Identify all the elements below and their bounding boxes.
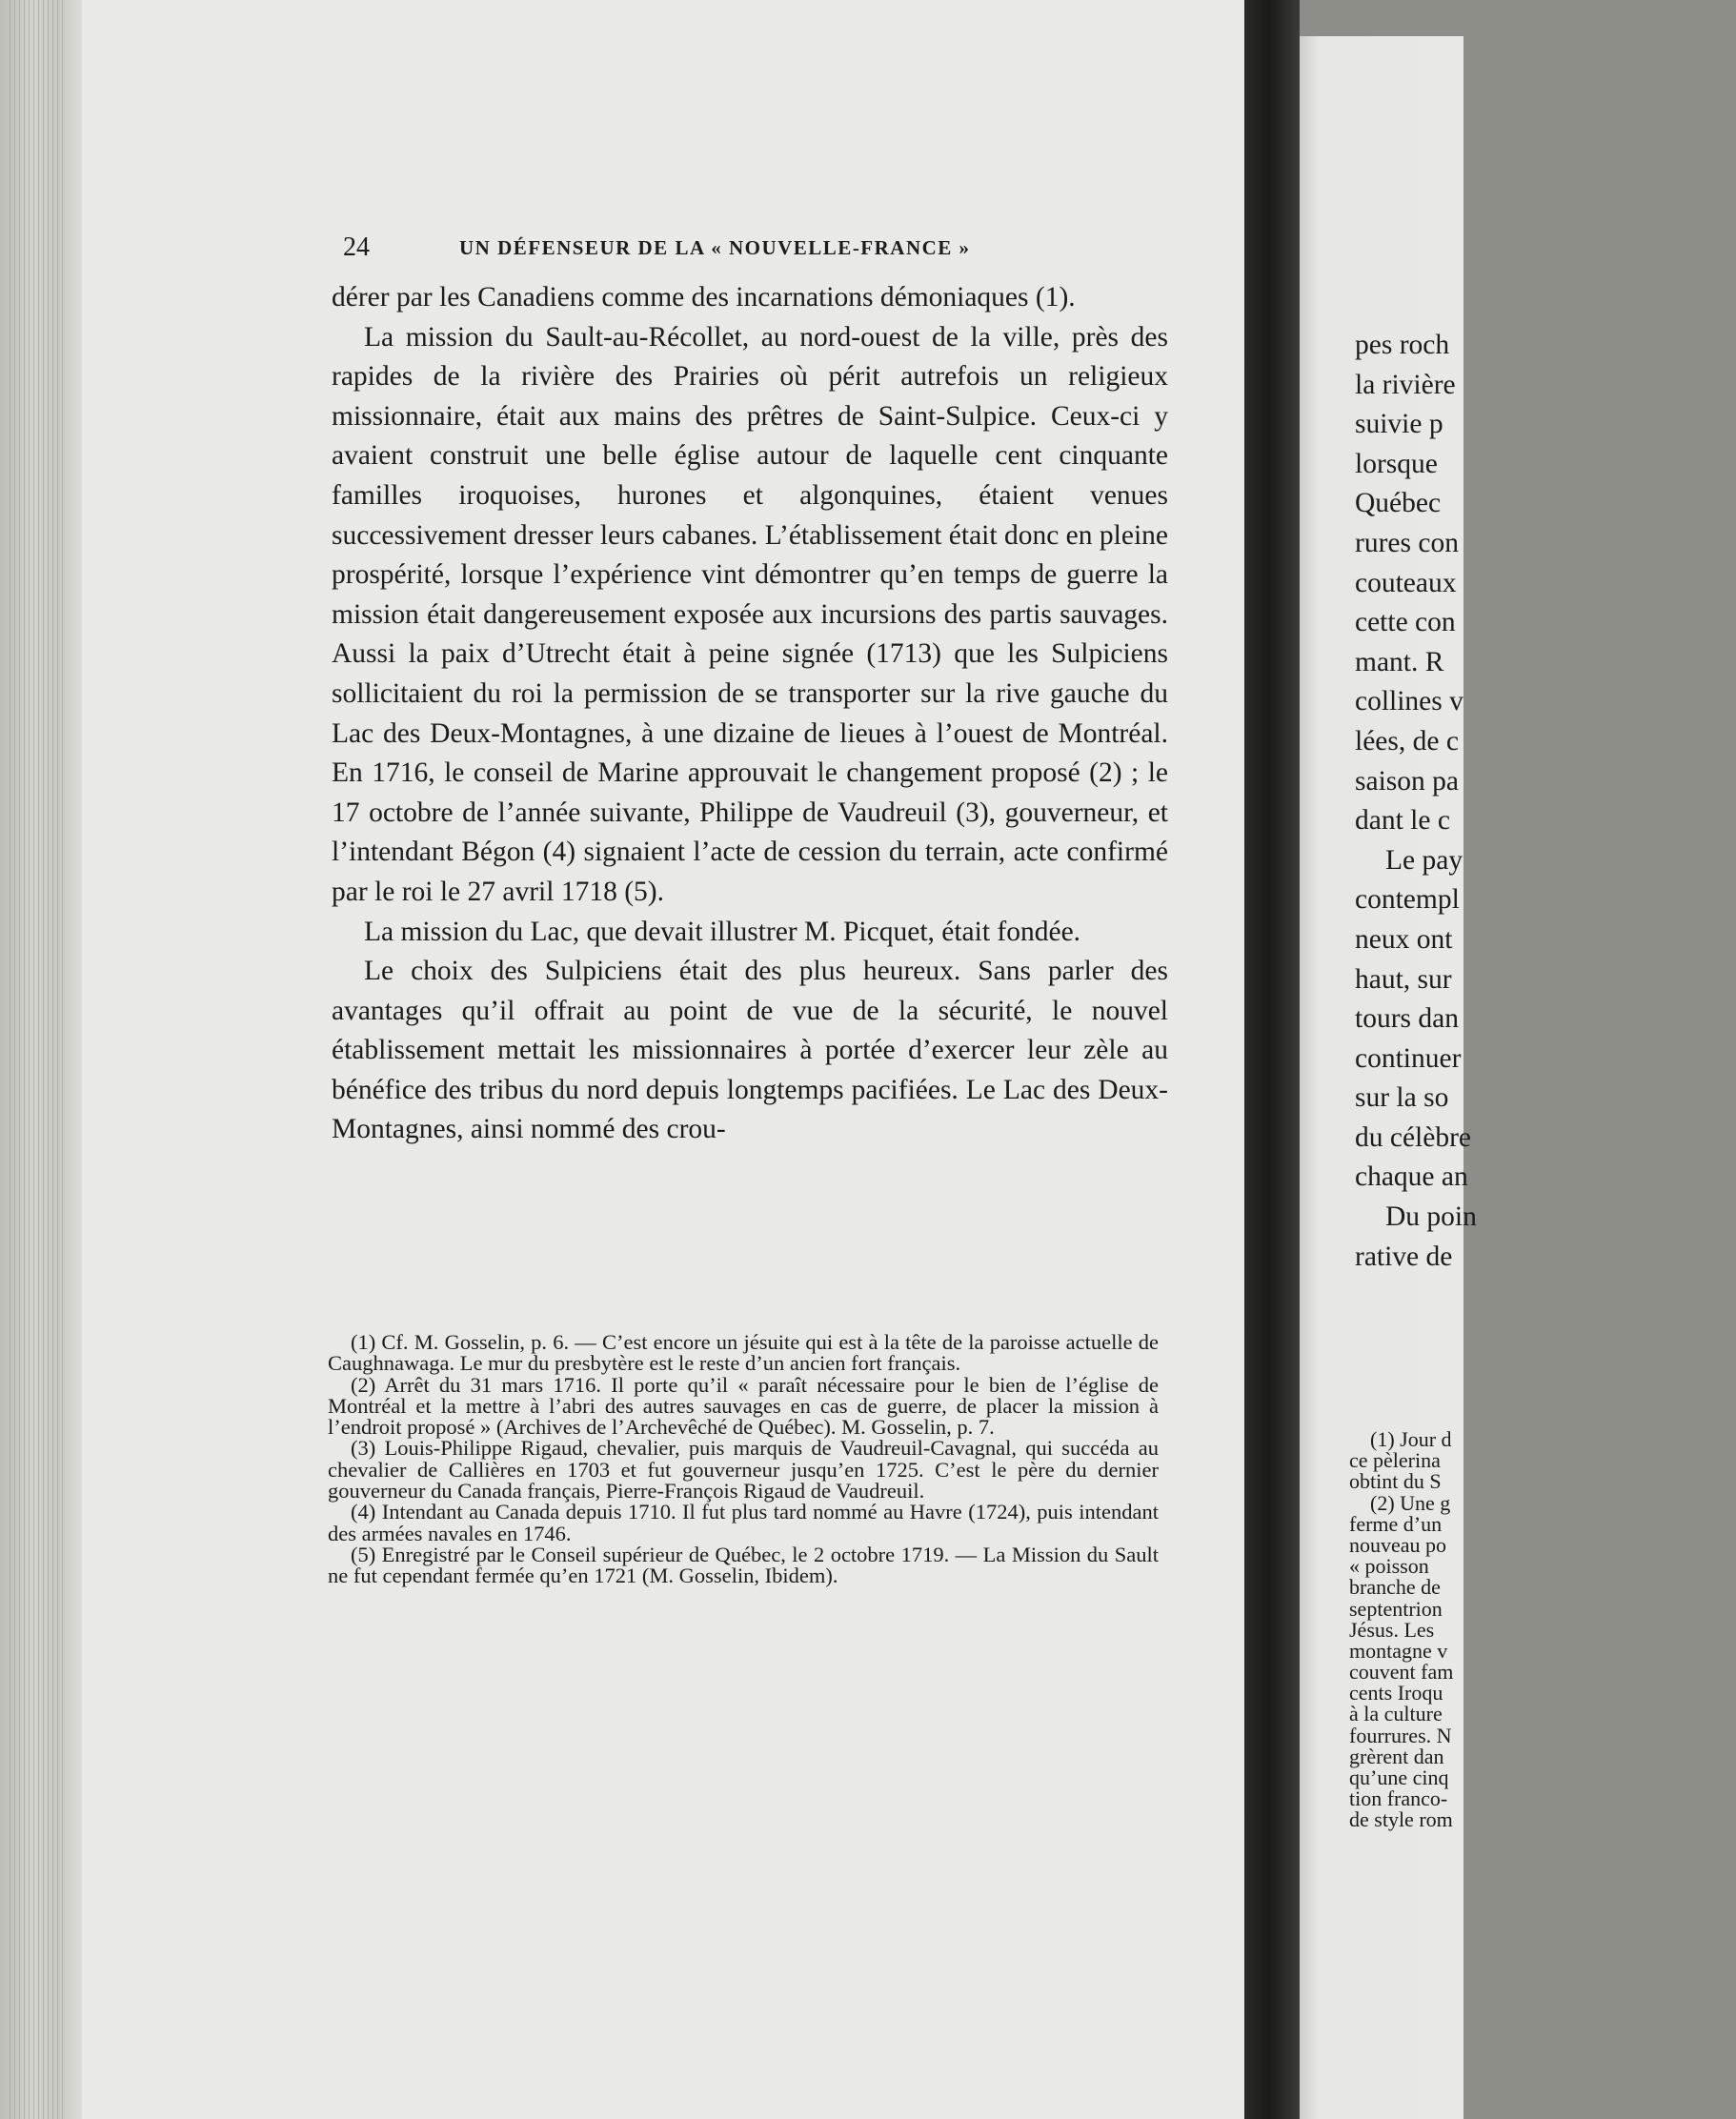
facing-line: sur la so	[1355, 1082, 1449, 1114]
facing-line: lées, de c	[1355, 725, 1459, 757]
facing-note-line: nouveau po	[1349, 1532, 1447, 1557]
paragraph: dérer par les Canadiens comme des incarnations démoniaques (1).	[332, 282, 1076, 313]
footnote: (2) Arrêt du 31 mars 1716. Il porte qu’il « paraît nécessaire pour le bien de l’église de Montréal et la mettre à l’abri des autres sauvages en cas de guerre, de placer la mission à l’endroit proposé » (Archives de l’Archevêché de Québec). M. Gosselin, p. 7.	[328, 1372, 1159, 1440]
facing-note-line: septentrion	[1349, 1596, 1443, 1621]
facing-line: Du poin	[1385, 1201, 1477, 1233]
facing-note-line: branche de	[1349, 1575, 1441, 1600]
facing-line: dant le c	[1355, 805, 1450, 837]
running-head-title: UN DÉFENSEUR DE LA « NOUVELLE-FRANCE »	[459, 236, 971, 259]
facing-page	[1300, 36, 1477, 2119]
paragraph: Le choix des Sulpiciens était des plus heureux. Sans parler des avantages qu’il offrait au point de vue de la sécurité, le nouvel établissement mettait les missionnaires à portée d’exercer leur zèle au bénéfice des tribus du nord depuis longtemps pacifiées. Le Lac des Deux-Montagnes, ainsi nommé des crou-	[332, 956, 1168, 1145]
facing-line: rative de	[1355, 1241, 1453, 1272]
facing-note-line: couvent fam	[1349, 1660, 1454, 1685]
facing-note-line: ferme d’un	[1349, 1511, 1443, 1536]
facing-page-footnotes	[1349, 1429, 1730, 1831]
facing-line: lorsque	[1355, 448, 1438, 479]
facing-line: couteaux	[1355, 567, 1457, 598]
footnote: (4) Intendant au Canada depuis 1710. Il fut plus tard nommé au Havre (1724), puis intendant des armées navales en 1746.	[328, 1500, 1159, 1545]
facing-note-line: Jésus. Les	[1349, 1617, 1435, 1642]
facing-line: cette con	[1355, 607, 1456, 638]
facing-line: contempl	[1355, 884, 1460, 916]
facing-line: rures con	[1355, 527, 1459, 558]
facing-line: neux ont	[1355, 923, 1453, 955]
paragraph: La mission du Lac, que devait illustrer M. Picquet, était fondée.	[364, 916, 1081, 947]
facing-line: Le pay	[1385, 844, 1463, 876]
body-text	[332, 278, 1168, 1150]
facing-line: suivie p	[1355, 409, 1443, 440]
paragraph: La mission du Sault-au-Récollet, au nord-ouest de la ville, près des rapides de la rivière des Prairies où périt autrefois un religieux missionnaire, était aux mains des prêtres de Saint-Sulpice. Ceux-ci y avaient construit une belle église autour de laquelle cent cinquante familles iroquoises, hurones et algonquines, étaient venues successivement dresser leurs cabanes. L’établissement était donc en pleine prospérité, lorsque l’expérience vint démontrer qu’en temps de guerre la mission était dangereusement exposée aux incursions des partis sauvages. Aussi la paix d’Utrecht était à peine signée (1713) que les Sulpiciens sollicitaient du roi la permission de se transporter sur la rive gauche du Lac des Deux-Montagnes, à une dizaine de lieues à l’ouest de Montréal. En 1716, le conseil de Marine approuvait le changement proposé (2) ; le 17 octobre de l’année suivante, Philippe de Vaudreuil (3), gouverneur, et l’intendant Bégon (4) signaient l’acte de cession du terrain, acte confirmé par le roi le 27 avril 1718 (5).	[332, 321, 1168, 907]
facing-line: tours dan	[1355, 1003, 1459, 1035]
book-gutter	[1244, 0, 1300, 2119]
footnote: (1) Cf. M. Gosselin, p. 6. — C’est encore un jésuite qui est à la tête de la paroisse actuelle de Caughnawaga. Le mur du presbytère est le reste d’un ancien fort français.	[328, 1330, 1159, 1376]
facing-note-line: grèrent dan	[1349, 1744, 1444, 1768]
facing-line: mant. R	[1355, 646, 1444, 677]
footnotes	[328, 1332, 1159, 1587]
facing-note-line: montagne v	[1349, 1638, 1448, 1663]
facing-line: du célèbre	[1355, 1121, 1472, 1153]
facing-line: chaque an	[1355, 1161, 1468, 1193]
facing-note-line: obtint du S	[1349, 1469, 1442, 1494]
facing-note-line: qu’une cinq	[1349, 1766, 1449, 1789]
page-number: 24	[343, 232, 370, 262]
facing-line: continuer	[1355, 1042, 1462, 1074]
facing-note-line: (1) Jour d	[1370, 1427, 1452, 1451]
facing-note-line: ce pèlerina	[1349, 1448, 1441, 1473]
footnote: (5) Enregistré par le Conseil supérieur de Québec, le 2 octobre 1719. — La Mission du Sault ne fut cependant fermée qu’en 1721 (M. Gosselin, Ibidem).	[328, 1542, 1159, 1588]
book-page-edges	[0, 0, 82, 2119]
footnote: (3) Louis-Philippe Rigaud, chevalier, puis marquis de Vaudreuil-Cavagnal, qui succéda au chevalier de Callières en 1703 et fut gouverneur jusqu’en 1725. C’est le père du dernier gouverneur du Canada français, Pierre-François Rigaud de Vaudreuil.	[328, 1436, 1159, 1503]
facing-line: Québec	[1355, 488, 1442, 519]
facing-note-line: tion franco-	[1349, 1786, 1448, 1811]
facing-note-line: (2) Une g	[1370, 1490, 1451, 1515]
facing-line: la rivière	[1355, 369, 1456, 400]
facing-line: pes roch	[1355, 330, 1450, 360]
facing-note-line: à la culture	[1349, 1702, 1443, 1726]
facing-line: collines v	[1355, 686, 1463, 717]
facing-note-line: cents Iroqu	[1349, 1681, 1443, 1705]
facing-line: saison pa	[1355, 765, 1459, 797]
facing-page-text	[1355, 326, 1736, 1277]
facing-note-line: de style rom	[1349, 1807, 1453, 1832]
running-head	[343, 232, 1181, 267]
facing-note-line: fourrures. N	[1349, 1723, 1452, 1747]
facing-line: haut, sur	[1355, 963, 1452, 995]
facing-note-line: « poisson	[1349, 1554, 1429, 1579]
